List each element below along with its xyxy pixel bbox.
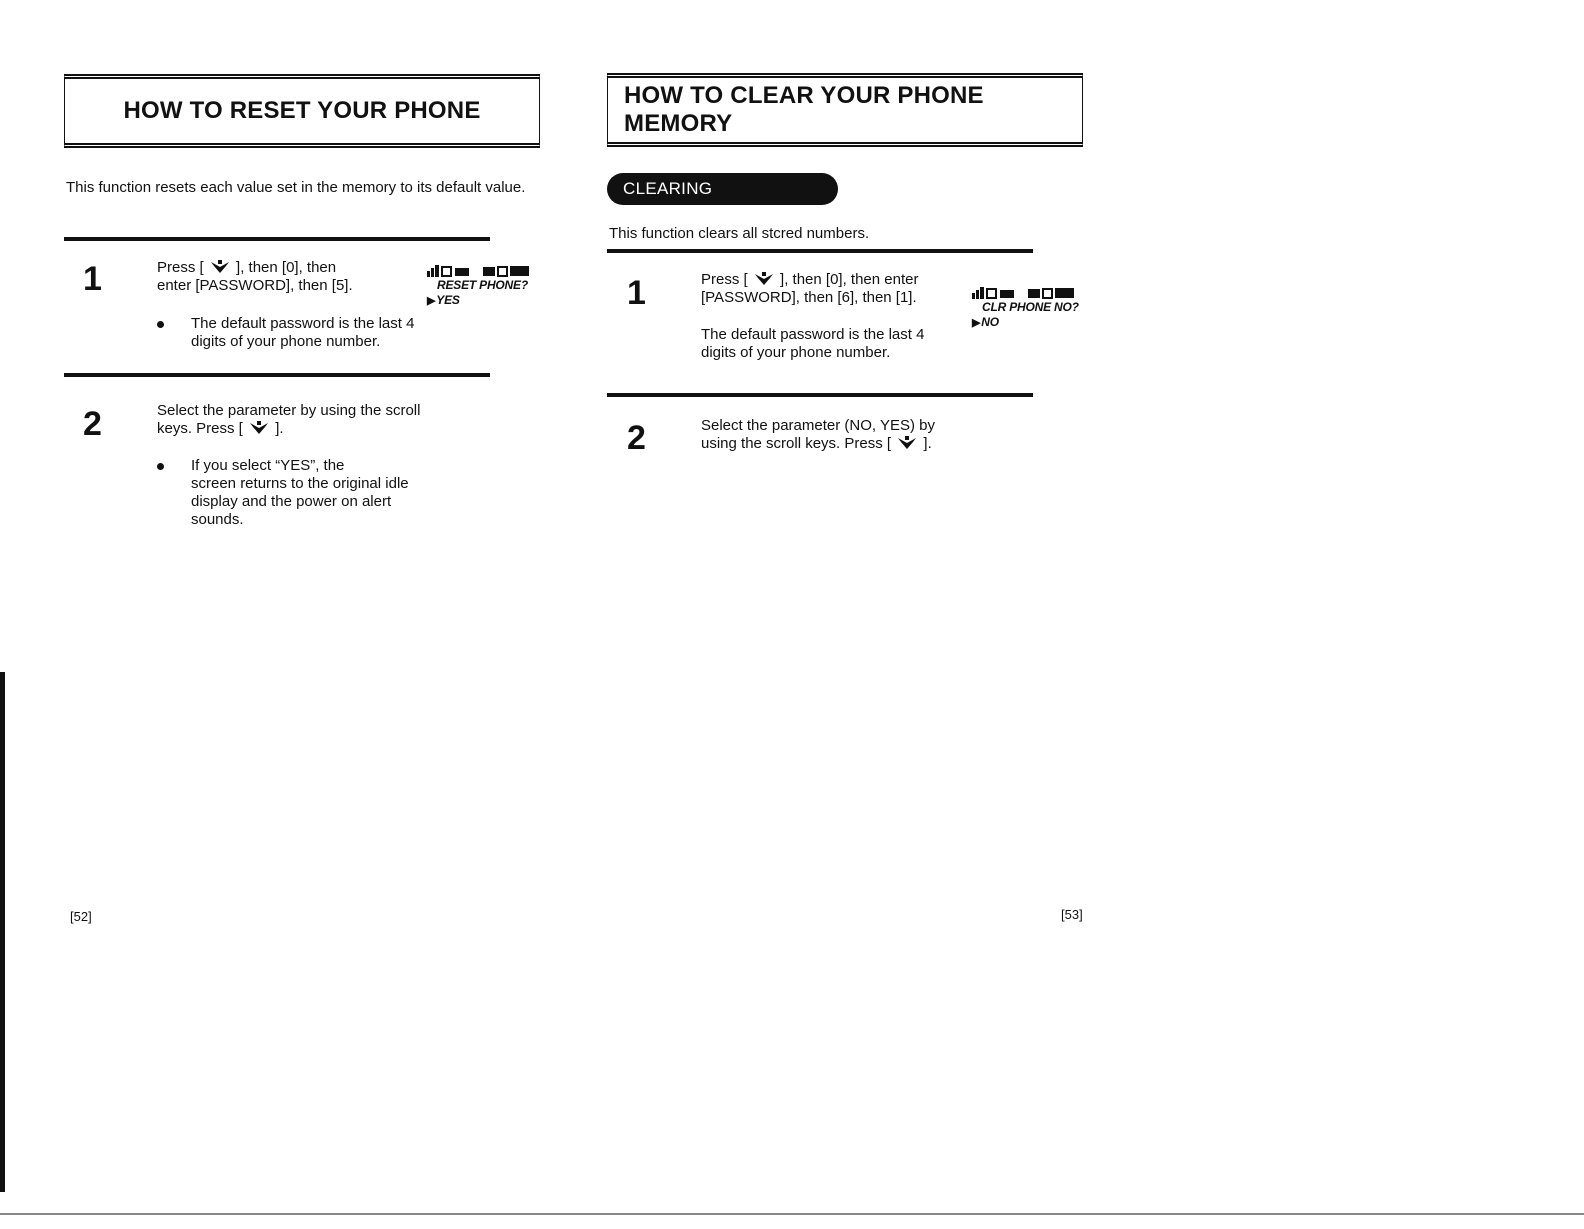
step-instruction bbox=[157, 259, 353, 295]
lcd-line bbox=[972, 315, 1079, 331]
step-text-segment: ], then [0], then enter bbox=[780, 271, 919, 288]
phone-screen bbox=[427, 262, 531, 309]
play-arrow-icon: ▶ bbox=[427, 295, 436, 307]
page-number: [52] bbox=[70, 909, 92, 924]
step-text-segment: Press [ bbox=[157, 259, 204, 276]
lcd-status-bar bbox=[972, 284, 1079, 300]
page-title: HOW TO RESET YOUR PHONE bbox=[123, 97, 481, 124]
step-text-segment: ]. bbox=[275, 420, 284, 437]
bullet-text bbox=[191, 315, 414, 351]
step-instruction bbox=[157, 402, 420, 438]
page-number: [53] bbox=[1061, 907, 1083, 922]
step-text-segment: Press [ bbox=[701, 271, 748, 288]
step-text-segment: keys. Press [ bbox=[157, 420, 243, 437]
bullet-icon bbox=[157, 321, 164, 328]
step-divider bbox=[607, 393, 1033, 397]
scan-bottom-rule bbox=[0, 1213, 1584, 1215]
note-line: The default password is the last 4 bbox=[701, 326, 925, 343]
step-note bbox=[701, 326, 924, 362]
lcd-status-bar bbox=[427, 262, 531, 278]
menu-key-icon bbox=[210, 260, 230, 274]
step-text-segment: [PASSWORD], then [6], then [1]. bbox=[701, 289, 917, 306]
step-number: 1 bbox=[83, 260, 102, 298]
step-number: 2 bbox=[627, 419, 646, 457]
lcd-line: CLR PHONE NO? bbox=[982, 300, 1079, 314]
note-line: digits of your phone number. bbox=[701, 344, 891, 361]
signal-status-icon bbox=[972, 286, 1016, 299]
bullet-text bbox=[191, 457, 409, 529]
step-text-segment: enter [PASSWORD], then [5]. bbox=[157, 277, 353, 294]
step-text-segment: Select the parameter by using the scroll bbox=[157, 402, 421, 419]
scan-edge-bar bbox=[0, 672, 5, 1192]
step-divider bbox=[64, 373, 490, 377]
bullet-line: If you select “YES”, the bbox=[191, 457, 345, 474]
intro-text: This function resets each value set in the memory to its default value. bbox=[66, 179, 526, 196]
step-text-segment: ]. bbox=[923, 435, 932, 452]
bullet-item bbox=[157, 315, 437, 355]
menu-key-icon bbox=[754, 272, 774, 286]
reset-title-box bbox=[64, 74, 540, 148]
lcd-option: NO bbox=[981, 315, 999, 329]
menu-key-icon bbox=[897, 436, 917, 450]
bullet-line: display and the power on alert bbox=[191, 493, 392, 510]
lcd-line: RESET PHONE? bbox=[437, 278, 528, 292]
lcd-line bbox=[427, 293, 531, 309]
step-divider bbox=[607, 249, 1033, 253]
play-arrow-icon: ▶ bbox=[972, 317, 981, 329]
bullet-line: digits of your phone number. bbox=[191, 333, 381, 350]
clear-memory-title-box bbox=[607, 73, 1083, 147]
bullet-line: sounds. bbox=[191, 511, 244, 528]
step-instruction bbox=[701, 271, 918, 307]
step-number: 2 bbox=[83, 405, 102, 443]
battery-status-icon bbox=[483, 264, 531, 277]
battery-status-icon bbox=[1028, 286, 1076, 299]
phone-screen bbox=[972, 284, 1079, 331]
step-text-segment: using the scroll keys. Press [ bbox=[701, 435, 892, 452]
menu-key-icon bbox=[249, 421, 269, 435]
signal-status-icon bbox=[427, 264, 471, 277]
bullet-item bbox=[157, 457, 457, 537]
intro-text: This function clears all stcred numbers. bbox=[609, 225, 870, 242]
bullet-icon bbox=[157, 463, 164, 470]
lcd-option: YES bbox=[436, 293, 460, 307]
bullet-line: screen returns to the original idle bbox=[191, 475, 409, 492]
bullet-line: The default password is the last 4 bbox=[191, 315, 415, 332]
step-text-segment: Select the parameter (NO, YES) by bbox=[701, 417, 935, 434]
page-title: HOW TO CLEAR YOUR PHONE MEMORY bbox=[624, 82, 984, 137]
step-text-segment: ], then [0], then bbox=[236, 259, 337, 276]
section-label: CLEARING PHONEBOOK bbox=[607, 173, 838, 205]
step-divider bbox=[64, 237, 490, 241]
step-number: 1 bbox=[627, 274, 646, 312]
step-instruction bbox=[701, 417, 935, 453]
